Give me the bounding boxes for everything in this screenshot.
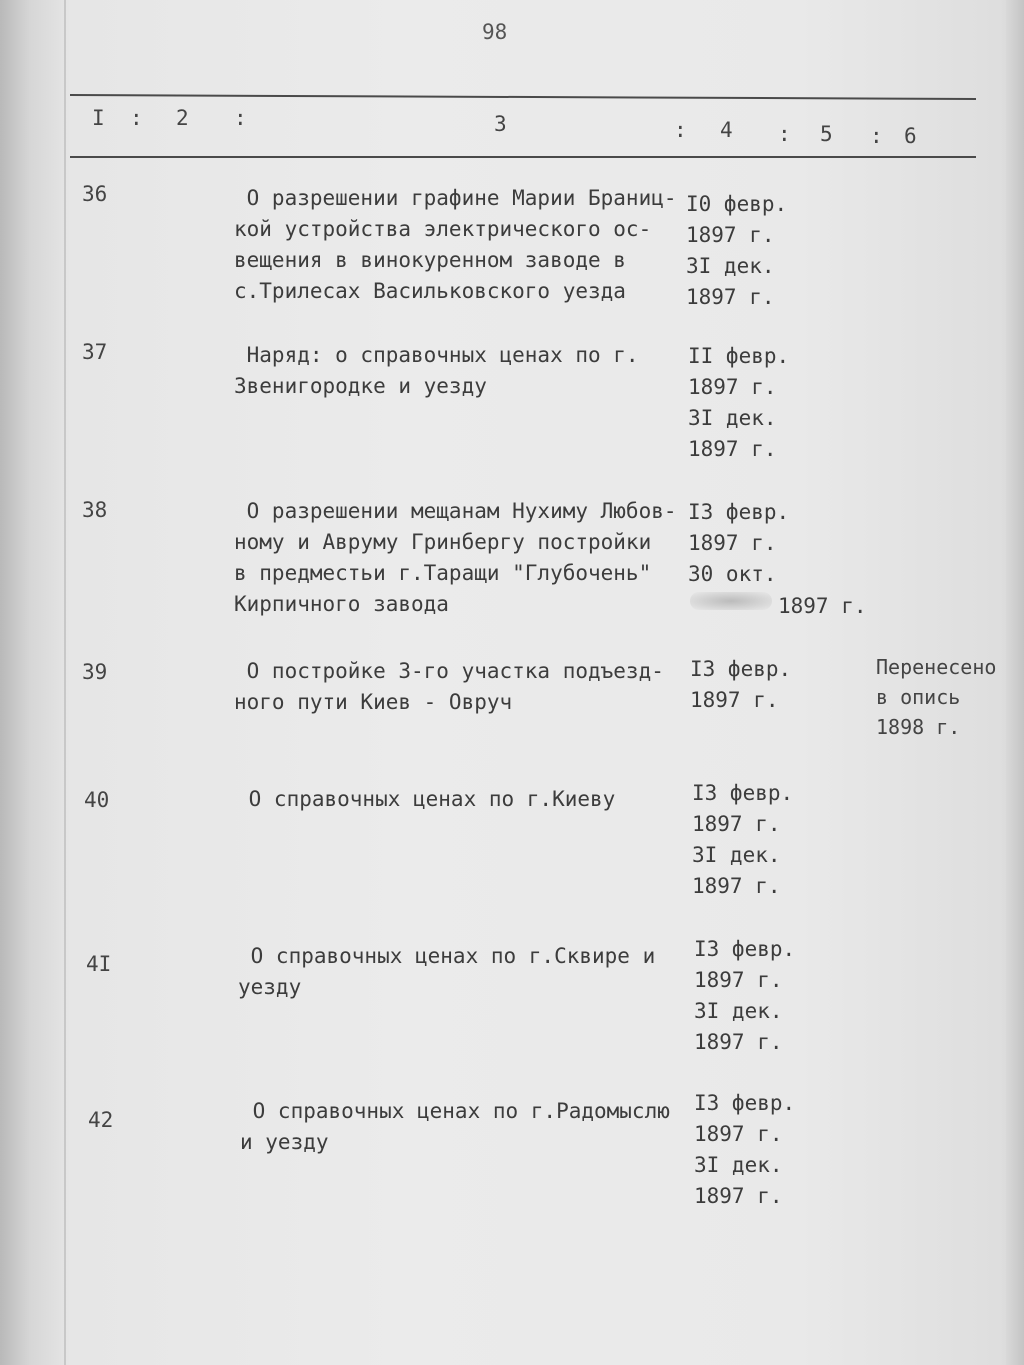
entry-number: 36 [82,182,108,206]
entry-dates-extra: 1897 г. [778,594,867,618]
header-col-1: I [92,106,105,130]
entry-dates: II февр. 1897 г. 3I дек. 1897 г. [688,344,790,461]
entry-title: О справочных ценах по г.Сквире и уезду [238,944,656,999]
entry-dates: I0 февр. 1897 г. 3I дек. 1897 г. [686,192,788,309]
entry-number: 38 [82,498,108,522]
entry-dates: I3 февр. 1897 г. 3I дек. 1897 г. [694,1091,796,1208]
entry-dates: I3 февр. 1897 г. 30 окт. [688,500,790,586]
entry-number: 37 [82,340,108,364]
header-col-6: 6 [904,124,917,148]
ink-smudge [690,592,772,610]
entry-dates: I3 февр. 1897 г. 3I дек. 1897 г. [692,781,794,898]
entry-title: О постройке 3-го участка подъезд- ного пути Киев - Овруч [234,659,664,714]
header-separator: : [778,122,791,146]
header-bottom-rule [70,156,976,158]
entry-dates: I3 февр. 1897 г. 3I дек. 1897 г. [694,937,796,1054]
entry-title: О справочных ценах по г.Киеву [236,787,616,811]
header-separator: : [870,124,883,148]
entry-number: 42 [88,1108,114,1132]
page-edge [1006,0,1024,1365]
entry-title: О разрешении графине Марии Браниц- кой устройства электрического ос- вещения в винокуренном заводе в с.Трилесах Васильковского уезда [234,186,677,303]
entry-number: 39 [82,660,108,684]
header-separator: : [234,106,247,130]
entry-title: Наряд: о справочных ценах по г. Звенигородке и уезду [234,343,639,398]
header-col-5: 5 [820,122,833,146]
header-separator: : [130,106,143,130]
entry-dates: I3 февр. 1897 г. [690,657,792,712]
page-number: 98 [482,20,508,44]
entry-number: 4I [86,952,112,976]
binding-gutter [64,0,66,1365]
header-col-4: 4 [720,118,733,142]
entry-number: 40 [84,788,110,812]
entry-title: О справочных ценах по г.Радомыслю и уезду [240,1099,670,1154]
entry-title: О разрешении мещанам Нухиму Любов- ному и Авруму Гринбергу постройки в предместьи г.Таращи "Глубочень" Кирпичного завода [234,499,677,616]
header-col-3: 3 [494,112,507,136]
header-separator: : [674,118,687,142]
header-col-2: 2 [176,106,189,130]
header-top-rule [70,94,976,100]
entry-note: Перенесено в опись 1898 г. [876,655,997,739]
